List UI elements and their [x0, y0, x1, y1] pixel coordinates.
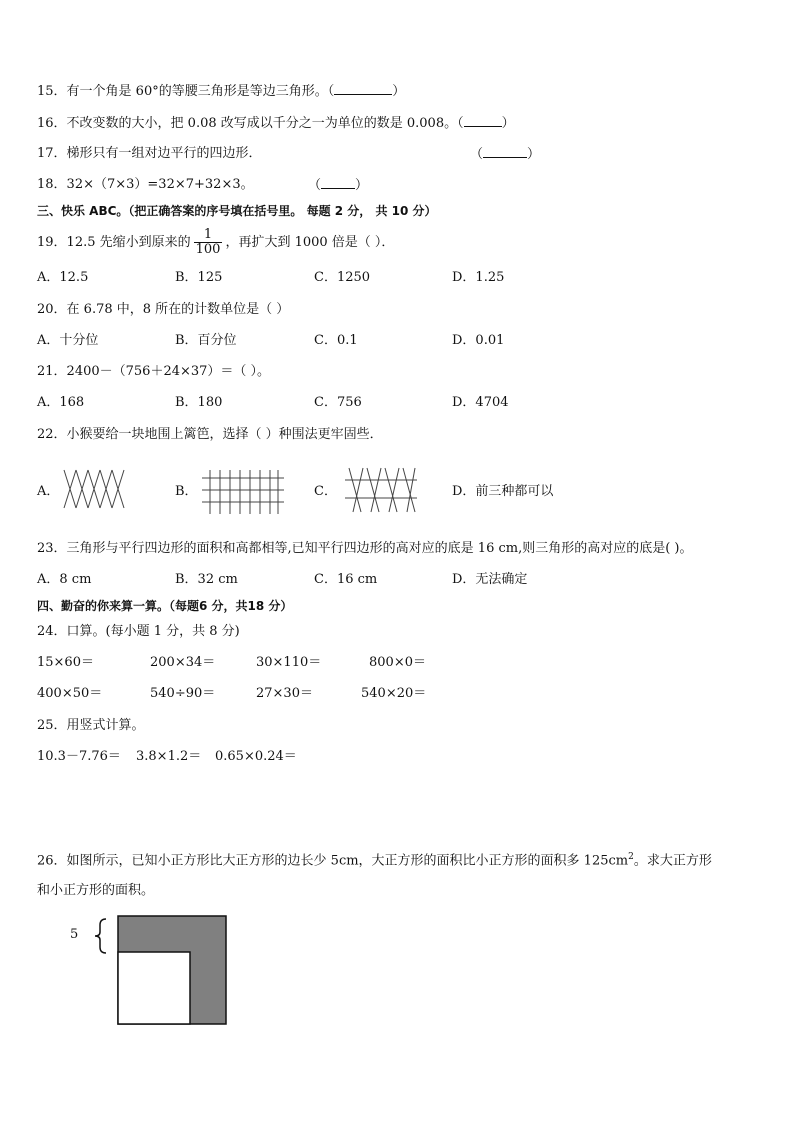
option-c[interactable]: C．: [314, 484, 337, 499]
question-18: [37, 176, 254, 194]
brace-icon: [95, 919, 106, 953]
question-17: [37, 145, 262, 163]
question-22: 22．小猴要给一块地围上篱笆，选择（ ）种围法更牢固些．: [37, 427, 383, 442]
question-19-pre: 19．12.5 先缩小到原来的: [37, 235, 191, 250]
option-c[interactable]: C．0.1: [314, 333, 358, 348]
answer-blank[interactable]: [464, 114, 502, 127]
paren-open: （: [308, 178, 322, 193]
question-15: [37, 82, 405, 101]
option-a[interactable]: A．十分位: [37, 333, 99, 348]
fraction: [194, 228, 223, 257]
option-b[interactable]: B．百分位: [175, 333, 237, 348]
question-20: 20．在 6.78 中，8 所在的计数单位是（ ）: [37, 302, 290, 317]
fraction-numerator: 1: [194, 228, 223, 243]
question-25: 25．用竖式计算。: [37, 718, 145, 733]
section-3-title: 三、快乐 ABC。（把正确答案的序号填在括号里。 每题 2 分， 共 10 分）: [37, 204, 437, 218]
calc-item: 3.8×1.2＝: [136, 749, 202, 764]
option-d[interactable]: D．无法确定: [452, 572, 528, 587]
answer-blank[interactable]: [334, 82, 392, 95]
paren-close: ）: [501, 116, 515, 131]
option-a[interactable]: A．: [37, 484, 60, 499]
question-16-text: 16．不改变数的大小，把 0.08 改写成以千分之一为单位的数是 0.008。（: [37, 116, 464, 131]
answer-blank[interactable]: [483, 145, 527, 158]
option-d[interactable]: D．1.25: [452, 270, 505, 285]
question-23: 23．三角形与平行四边形的面积和高都相等,已知平行四边形的高对应的底是 16 cm,则三角形的高对应的底是( )。: [37, 541, 693, 556]
calc-item: 800×0＝: [369, 655, 426, 670]
answer-blank[interactable]: [321, 176, 355, 189]
calc-item: 27×30＝: [256, 686, 313, 701]
question-24: 24．口算。(每小题 1 分，共 8 分): [37, 624, 240, 639]
option-c[interactable]: C．16 cm: [314, 572, 378, 587]
question-18-text: 18．32×（7×3）=32×7+32×3。: [37, 177, 254, 192]
option-d[interactable]: D．前三种都可以: [452, 484, 554, 499]
option-a[interactable]: A．8 cm: [37, 572, 92, 587]
question-18-answer: [308, 176, 368, 195]
paren-close: ）: [355, 178, 369, 193]
question-19: [37, 226, 394, 260]
option-d[interactable]: D．4704: [452, 395, 509, 410]
superscript: 2: [628, 852, 634, 862]
calc-item: 200×34＝: [150, 655, 216, 670]
section-4-title: 四、勤奋的你来算一算。（每题6 分，共18 分）: [37, 599, 293, 613]
option-b[interactable]: B．32 cm: [175, 572, 238, 587]
fraction-denominator: 100: [195, 242, 221, 257]
question-16: [37, 114, 515, 133]
calc-item: 0.65×0.24＝: [215, 749, 297, 764]
fence-cross-pattern-icon[interactable]: [62, 468, 126, 510]
small-square: [118, 952, 190, 1024]
question-21: 21．2400－（756＋24×37）＝（ ）。: [37, 364, 271, 379]
paren-close: ）: [527, 147, 541, 162]
option-c[interactable]: C．1250: [314, 270, 371, 285]
option-b[interactable]: B．: [175, 484, 198, 499]
calc-item: 15×60＝: [37, 655, 94, 670]
paren-open: （: [470, 147, 484, 162]
option-a[interactable]: A．12.5: [37, 270, 89, 285]
question-17-text: 17．梯形只有一组对边平行的四边形．: [37, 146, 262, 161]
figure-label: 5: [70, 927, 79, 942]
question-26-text-end: 。求大正方形: [633, 853, 712, 869]
option-a[interactable]: A．168: [37, 395, 85, 410]
fence-grid-pattern-icon[interactable]: [202, 468, 284, 516]
option-d[interactable]: D．0.01: [452, 333, 505, 348]
calc-item: 400×50＝: [37, 686, 103, 701]
calc-item: 30×110＝: [256, 655, 322, 670]
option-b[interactable]: B．125: [175, 270, 223, 285]
option-c[interactable]: C．756: [314, 395, 362, 410]
calc-item: 540÷90＝: [150, 686, 216, 701]
fence-lattice-pattern-icon[interactable]: [345, 466, 417, 514]
question-17-answer: [470, 145, 540, 164]
calc-item: 540×20＝: [361, 686, 427, 701]
question-19-post: ，再扩大到 1000 倍是（ ）．: [225, 235, 395, 250]
option-b[interactable]: B．180: [175, 395, 223, 410]
calc-item: 10.3－7.76＝: [37, 749, 121, 764]
question-26-line2: 和小正方形的面积。: [37, 883, 155, 898]
question-26-line1: [37, 848, 712, 870]
squares-figure: [86, 914, 230, 1026]
paren-close: ）: [392, 84, 406, 99]
question-26-text: 26．如图所示，已知小正方形比大正方形的边长少 5cm，大正方形的面积比小正方形的面积多 125cm: [37, 853, 629, 869]
question-15-text: 15．有一个角是 60°的等腰三角形是等边三角形。（: [37, 84, 335, 99]
